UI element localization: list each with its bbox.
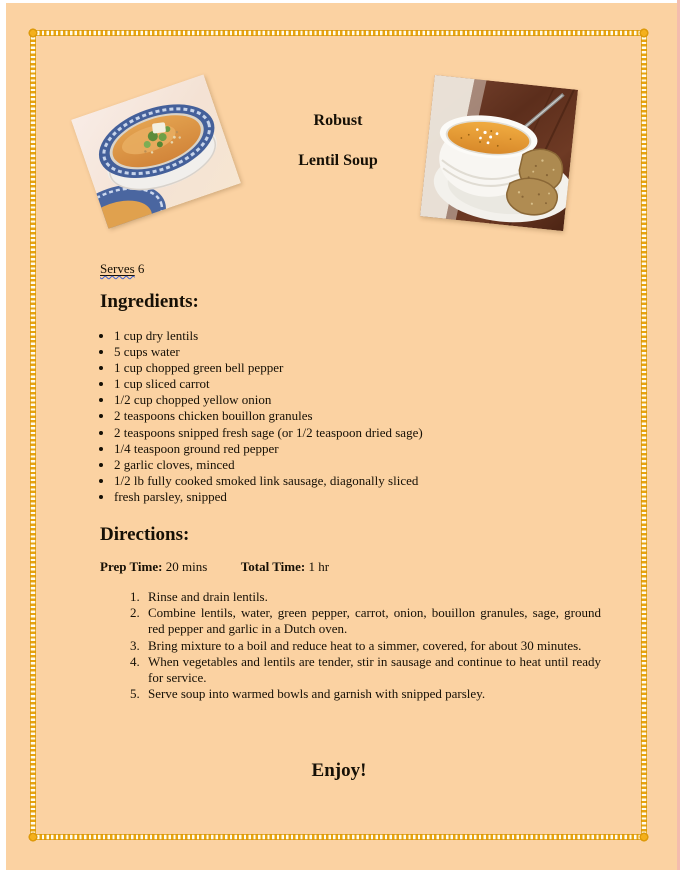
prep-time-value: 20 mins (165, 559, 208, 574)
recipe-title-line2: Lentil Soup (298, 152, 378, 169)
ingredient-item: • 1 cup chopped green bell pepper (114, 360, 594, 376)
ingredient-item: • 5 cups water (114, 344, 594, 360)
recipe-title (262, 113, 414, 169)
direction-step: 3. Bring mixture to a boil and reduce heat to a simmer, covered, for about 30 minutes. (143, 638, 601, 654)
recipe-title-line1: Robust (313, 112, 363, 129)
serves-line (100, 261, 144, 277)
ingredient-item: • 1/2 lb fully cooked smoked link sausage, diagonally sliced (114, 473, 594, 489)
ingredients-list (100, 328, 594, 505)
serves-value: 6 (137, 261, 145, 276)
total-time-value: 1 hr (308, 559, 330, 574)
direction-step: 5. Serve soup into warmed bowls and garnish with snipped parsley. (143, 686, 601, 702)
direction-step: 4. When vegetables and lentils are tender, stir in sausage and continue to heat until ready for service. (143, 654, 601, 686)
ingredient-item: • 2 teaspoons snipped fresh sage (or 1/2 teaspoon dried sage) (114, 425, 594, 441)
ingredient-item: • 1 cup dry lentils (114, 328, 594, 344)
directions-steps (120, 589, 601, 702)
prep-time-label: Prep Time: (100, 559, 163, 574)
ingredient-item: • 1/4 teaspoon ground red pepper (114, 441, 594, 457)
right-soup-photo (420, 75, 578, 231)
ingredients-heading: Ingredients: (100, 291, 199, 312)
direction-step: 2. Combine lentils, water, green pepper, carrot, onion, bouillon granules, sage, ground red pepper and garlic in a Dutch oven. (143, 605, 601, 637)
ingredient-item: • 1/2 cup chopped yellow onion (114, 392, 594, 408)
ingredient-item: • fresh parsley, snipped (114, 489, 594, 505)
ingredient-item: • 2 teaspoons chicken bouillon granules (114, 408, 594, 424)
serves-label: Serves (100, 261, 135, 276)
times-line (100, 559, 329, 575)
direction-step: 1. Rinse and drain lentils. (143, 589, 601, 605)
ingredient-item: • 2 garlic cloves, minced (114, 457, 594, 473)
directions-heading: Directions: (100, 524, 190, 545)
total-time-label: Total Time: (240, 559, 306, 574)
enjoy-text: Enjoy! (311, 760, 367, 781)
ingredient-item: • 1 cup sliced carrot (114, 376, 594, 392)
